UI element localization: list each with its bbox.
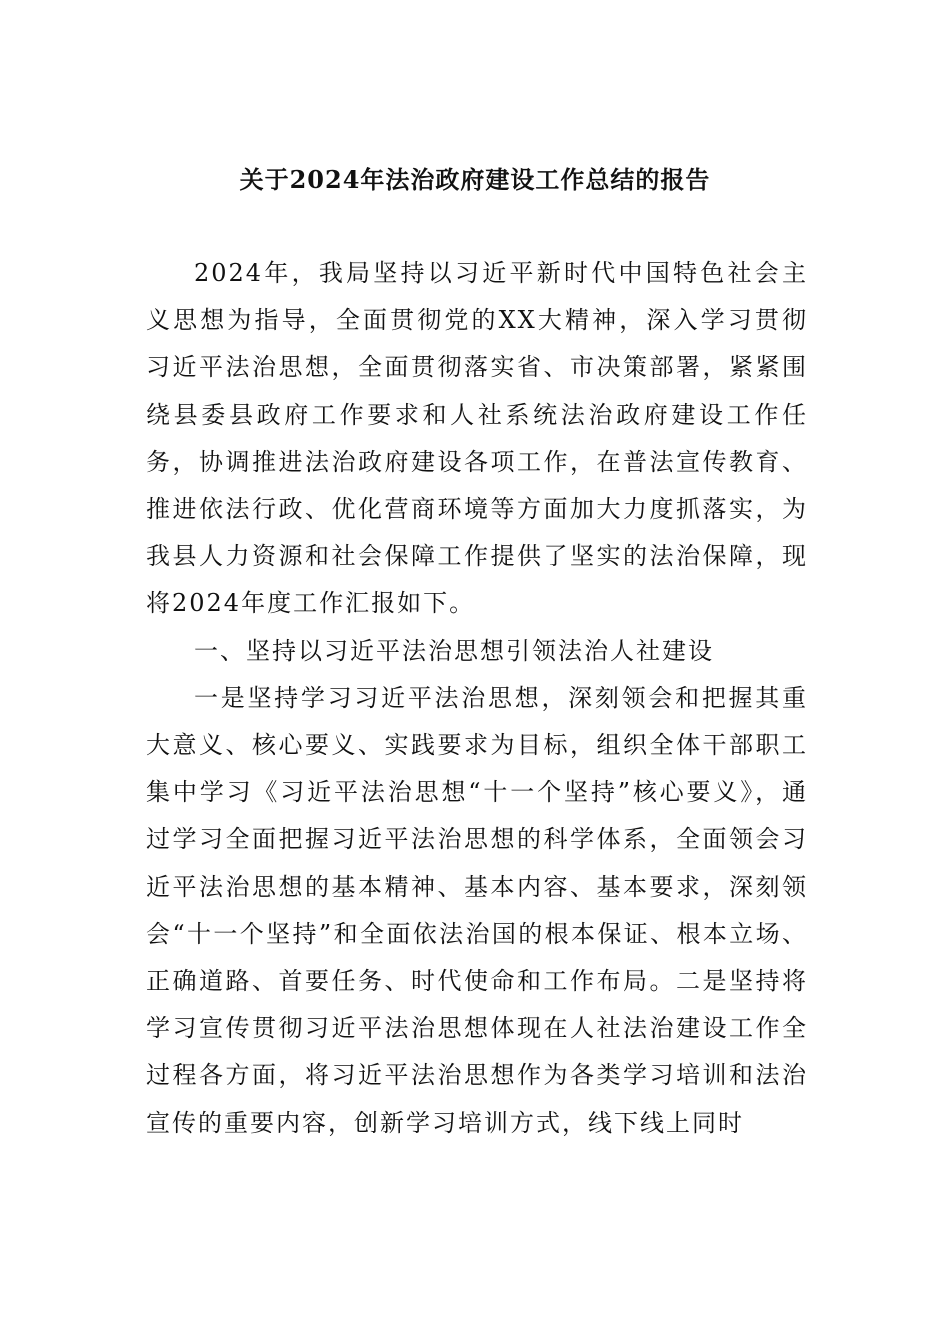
document-title: 关于2024年法治政府建设工作总结的报告 (239, 165, 711, 194)
section-1-paragraph: 一是坚持学习习近平法治思想，深刻领会和把握其重大意义、核心要义、实践要求为目标，组织全体干部职工集中学习《习近平法治思想“十一个坚持”核心要义》，通过学习全面把握习近平法治思想的科学体系，全面领会习近平法治思想的基本精神、基本内容、基本要求，深刻领会“十一个坚持”和全面依法治国的根本保证、根本立场、正确道路、首要任务、时代使命和工作布局。二是坚持将学习宣传贯彻习近平法治思想体现在人社法治建设工作全过程各方面，将习近平法治思想作为各类学习培训和法治宣传的重要内容，创新学习培训方式，线下线上同时 (146, 683, 808, 1137)
intro-paragraph: 2024年，我局坚持以习近平新时代中国特色社会主义思想为指导，全面贯彻党的XX大精神，深入学习贯彻习近平法治思想，全面贯彻落实省、市决策部署，紧紧围绕县委县政府工作要求和人社系统法治政府建设工作任务，协调推进法治政府建设各项工作，在普法宣传教育、推进依法行政、优化营商环境等方面加大力度抓落实，为我县人力资源和社会保障工作提供了坚实的法治保障，现将2024年度工作汇报如下。 (146, 259, 808, 618)
section-heading-1: 一、坚持以习近平法治思想引领法治人社建设 (194, 636, 714, 665)
document-body (146, 250, 808, 1147)
